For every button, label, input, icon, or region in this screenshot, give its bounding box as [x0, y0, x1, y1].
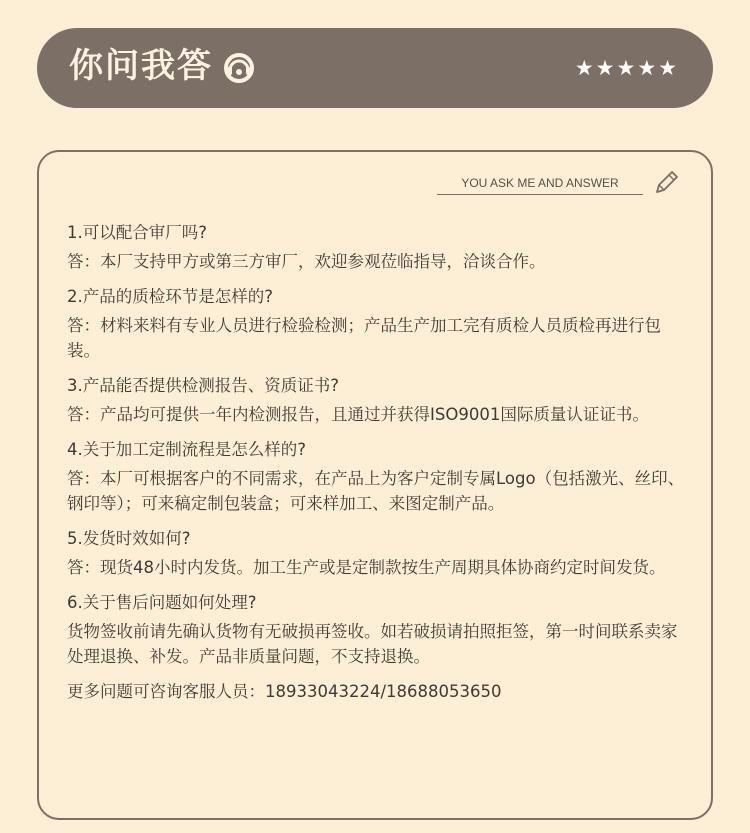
- faq-question: 1.可以配合审厂吗?: [67, 223, 208, 242]
- faq-card: [37, 150, 713, 820]
- faq-answer: 答：产品均可提供一年内检测报告，且通过并获得ISO9001国际质量认证证书。: [67, 405, 649, 424]
- faq-question: 3.产品能否提供检测报告、资质证书?: [67, 376, 340, 395]
- faq-question: 5.发货时效如何?: [67, 529, 191, 548]
- faq-answer: 答：本厂支持甲方或第三方审厂，欢迎参观莅临指导，洽谈合作。: [67, 252, 546, 271]
- faq-item: [67, 526, 687, 580]
- card-subtitle: YOU ASK ME AND ANSWER: [437, 176, 643, 195]
- faq-list: [67, 220, 687, 721]
- pencil-icon: [651, 168, 681, 198]
- faq-item: [67, 437, 687, 516]
- faq-answer: 货物签收前请先确认货物有无破损再签收。如若破损请拍照拒签，第一时间联系卖家处理退换、补发。产品非质量问题，不支持退换。: [67, 622, 678, 666]
- faq-item: [67, 373, 687, 427]
- contact-info: 更多问题可咨询客服人员：18933043224/18688053650: [67, 682, 502, 701]
- faq-question: 4.关于加工定制流程是怎么样的?: [67, 440, 307, 459]
- page-title: 你问我答: [69, 46, 213, 86]
- faq-answer: 答：材料来料有专业人员进行检验检测；产品生产加工完有质检人员质检再进行包装。: [67, 316, 661, 360]
- faq-question: 6.关于售后问题如何处理?: [67, 593, 257, 612]
- faq-question: 2.产品的质检环节是怎样的?: [67, 287, 274, 306]
- headset-icon: [221, 50, 257, 86]
- faq-item: [67, 220, 687, 274]
- rating-stars: ★★★★★: [574, 56, 679, 80]
- header-banner: [37, 28, 713, 108]
- faq-item: [67, 284, 687, 363]
- faq-item: [67, 590, 687, 669]
- faq-answer: 答：本厂可根据客户的不同需求，在产品上为客户定制专属Logo（包括激光、丝印、钢印等）；可来稿定制包装盒；可来样加工、来图定制产品。: [67, 469, 685, 513]
- faq-answer: 答：现货48小时内发货。加工生产或是定制款按生产周期具体协商约定时间发货。: [67, 558, 666, 577]
